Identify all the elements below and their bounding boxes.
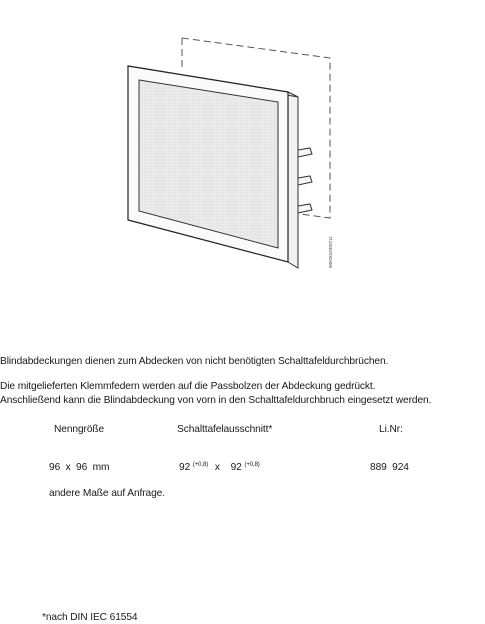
blind-cover-illustration xyxy=(120,30,350,280)
cutout-height: 92 xyxy=(230,462,242,473)
clamp-springs xyxy=(298,148,312,213)
row-panel-cutout xyxy=(179,462,260,473)
header-panel-cutout: Schalttafelausschnitt* xyxy=(177,424,273,435)
cutout-separator: x xyxy=(214,462,220,473)
mounting-line-1: Die mitgelieferten Klemmfedern werden auf die Passbolzen der Abdeckung gedrückt. xyxy=(0,381,376,392)
cutout-width: 92 xyxy=(179,462,191,473)
frame-side xyxy=(288,92,298,268)
row-nominal-size: 96 x 96 mm xyxy=(49,462,110,473)
row-part-number: 889 924 xyxy=(370,462,409,473)
blind-cover-drawing xyxy=(120,30,350,280)
intro-paragraph: Blindabdeckungen dienen zum Abdecken von nicht benötigten Schalttafeldurchbrüchen. xyxy=(0,356,389,367)
drawing-code: I8092019D0711 xyxy=(328,236,333,268)
cutout-height-tolerance: (+0,8) xyxy=(244,462,260,468)
cutout-width-tolerance: (+0,8) xyxy=(192,462,209,468)
header-nominal-size: Nenngröße xyxy=(54,424,105,435)
header-part-number: Li.Nr: xyxy=(379,424,403,435)
mounting-line-2: Anschließend kann die Blindabdeckung von vorn in den Schalttafeldurchbruch eingesetzt werden. xyxy=(0,395,432,406)
footnote: *nach DIN IEC 61554 xyxy=(42,612,138,623)
other-sizes-note: andere Maße auf Anfrage. xyxy=(49,488,165,499)
